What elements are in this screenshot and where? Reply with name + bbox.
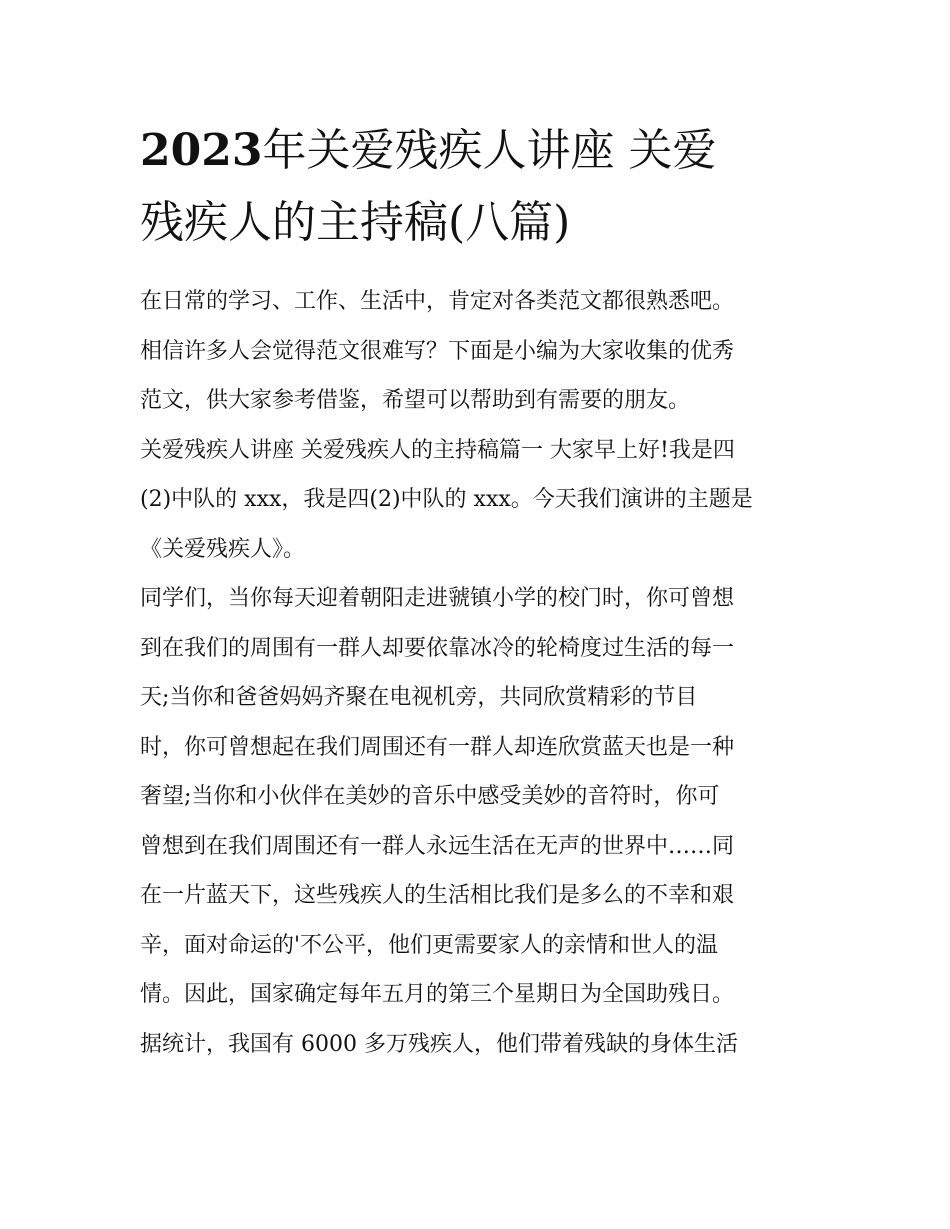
body-line: 奢望;当你和小伙伴在美妙的音乐中感受美妙的音符时，你可 <box>140 784 720 809</box>
body-line: 《关爱残疾人》。 <box>140 536 306 562</box>
body-line: 曾想到在我们周围还有一群人永远生活在无声的世界中……同 <box>140 833 735 859</box>
body-line: 情。因此，国家确定每年五月的第三个星期日为全国助残日。 <box>140 982 735 1007</box>
body-line: 在一片蓝天下，这些残疾人的生活相比我们是多么的不幸和艰 <box>140 883 735 908</box>
body-line: 时，你可曾想起在我们周围还有一群人却连欣赏蓝天也是一种 <box>140 734 735 760</box>
body-line: 在日常的学习、工作、生活中，肯定对各类范文都很熟悉吧。 <box>140 289 735 314</box>
body-line: 辛，面对命运的'不公平，他们更需要家人的亲情和世人的温 <box>140 932 719 958</box>
body-line: 据统计，我国有 6000 多万残疾人，他们带着残缺的身体生活 <box>140 1031 738 1057</box>
title-line-1-text: 年关爱残疾人讲座 关爱 <box>262 125 717 176</box>
document-title <box>140 115 800 259</box>
body-line: (2)中队的 xxx，我是四(2)中队的 xxx。今天我们演讲的主题是 <box>140 487 753 512</box>
body-line: 相信许多人会觉得范文很难写？下面是小编为大家收集的优秀 <box>140 338 735 364</box>
body-line: 到在我们的周围有一群人却要依靠冰冷的轮椅度过生活的每一 <box>140 635 735 661</box>
title-line-2: 残疾人的主持稿(八篇) <box>140 197 571 248</box>
title-year: 2023 <box>140 125 263 176</box>
body-line: 同学们，当你每天迎着朝阳走进虢镇小学的校门时，你可曾想 <box>140 586 735 611</box>
body-line: 天;当你和爸爸妈妈齐聚在电视机旁，共同欣赏精彩的节目 <box>140 685 698 710</box>
title-line-1 <box>140 115 800 187</box>
document-body <box>140 277 820 1069</box>
body-line: 范文，供大家参考借鉴，希望可以帮助到有需要的朋友。 <box>140 388 691 413</box>
body-line: 关爱残疾人讲座 关爱残疾人的主持稿篇一 大家早上好!我是四 <box>140 437 735 463</box>
